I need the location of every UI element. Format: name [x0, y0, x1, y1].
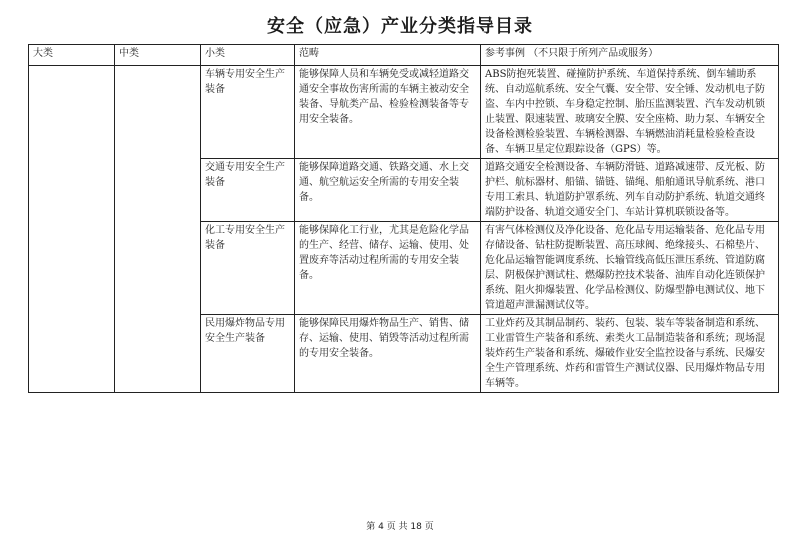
- examples-cell: 工业炸药及其制品制药、装药、包装、装车等装备制造和系统、工业雷管生产装备和系统、索类火工品制造装备和系统；现场混装炸药生产装备和系统、爆破作业安全监控设备与系统、民爆安全生产管理系统、炸药和雷管生产测试仪器、民用爆炸物品专用车辆等。: [481, 315, 779, 393]
- minor-category-cell: 民用爆炸物品专用安全生产装备: [201, 315, 295, 393]
- scope-cell: 能够保障化工行业，尤其是危险化学品的生产、经营、储存、运输、使用、处置废弃等活动过程所需的专用安全装备。: [295, 222, 481, 315]
- scope-cell: 能够保障道路交通、铁路交通、水上交通、航空航运安全所需的专用安全装备。: [295, 159, 481, 222]
- minor-category-cell: 化工专用安全生产装备: [201, 222, 295, 315]
- table-header-row: [29, 45, 779, 66]
- examples-cell: ABS防抱死装置、碰撞防护系统、车道保持系统、倒车辅助系统、自动巡航系统、安全气囊、安全带、安全锤、发动机电子防盗、车内中控锁、车身稳定控制、胎压监测装置、汽车发动机锁止装置、限速装置、玻璃安全膜、安全座椅、助力泵、车辆安全设备检测检验装置、车辆检测器、车辆燃油消耗量检验检查设备、车辆卫星定位跟踪设备（GPS）等。: [481, 66, 779, 159]
- header-middle-category: 中类: [115, 45, 201, 66]
- header-scope: 范畴: [295, 45, 481, 66]
- page-number: 第 4 页 共 18 页: [366, 522, 434, 532]
- middle-category-cell: [115, 66, 201, 393]
- header-minor-category: 小类: [201, 45, 295, 66]
- examples-cell: 有害气体检测仪及净化设备、危化品专用运输装备、危化品专用存储设备、钻柱防提断装置、高压球阀、绝缘接头、石棉垫片、危化品运输智能调度系统、长输管线高低压泄压系统、管道防腐层、阴极保护测试柱、燃爆防控技术装备、油库自动化连锁保护系统、阻火抑爆装置、化学品检测仪、防爆型静电测试仪、地下管道超声泄漏测试仪等。: [481, 222, 779, 315]
- header-major-category: 大类: [29, 45, 115, 66]
- minor-category-cell: 交通专用安全生产装备: [201, 159, 295, 222]
- table-row: [29, 66, 779, 159]
- header-examples: 参考事例 （不只限于所列产品或服务）: [481, 45, 779, 66]
- scope-cell: 能够保障人员和车辆免受或减轻道路交通安全事故伤害所需的车辆主被动安全装备、导航类产品、检验检测装备等专用安全装备。: [295, 66, 481, 159]
- scope-cell: 能够保障民用爆炸物品生产、销售、储存、运输、使用、销毁等活动过程所需的专用安全装备。: [295, 315, 481, 393]
- major-category-cell: [29, 66, 115, 393]
- document-title: 安全（应急）产业分类指导目录: [267, 16, 533, 37]
- catalog-table: [28, 44, 779, 393]
- examples-cell: 道路交通安全检测设备、车辆防滑链、道路减速带、反光板、防护栏、航标器材、船锚、锚链、锚绳、船舶通讯导航系统、港口专用工索具、轨道防护罩系统、列车自动防护系统、轨道交通终端防护设备、轨道交通安全门、车站计算机联锁设备等。: [481, 159, 779, 222]
- minor-category-cell: 车辆专用安全生产装备: [201, 66, 295, 159]
